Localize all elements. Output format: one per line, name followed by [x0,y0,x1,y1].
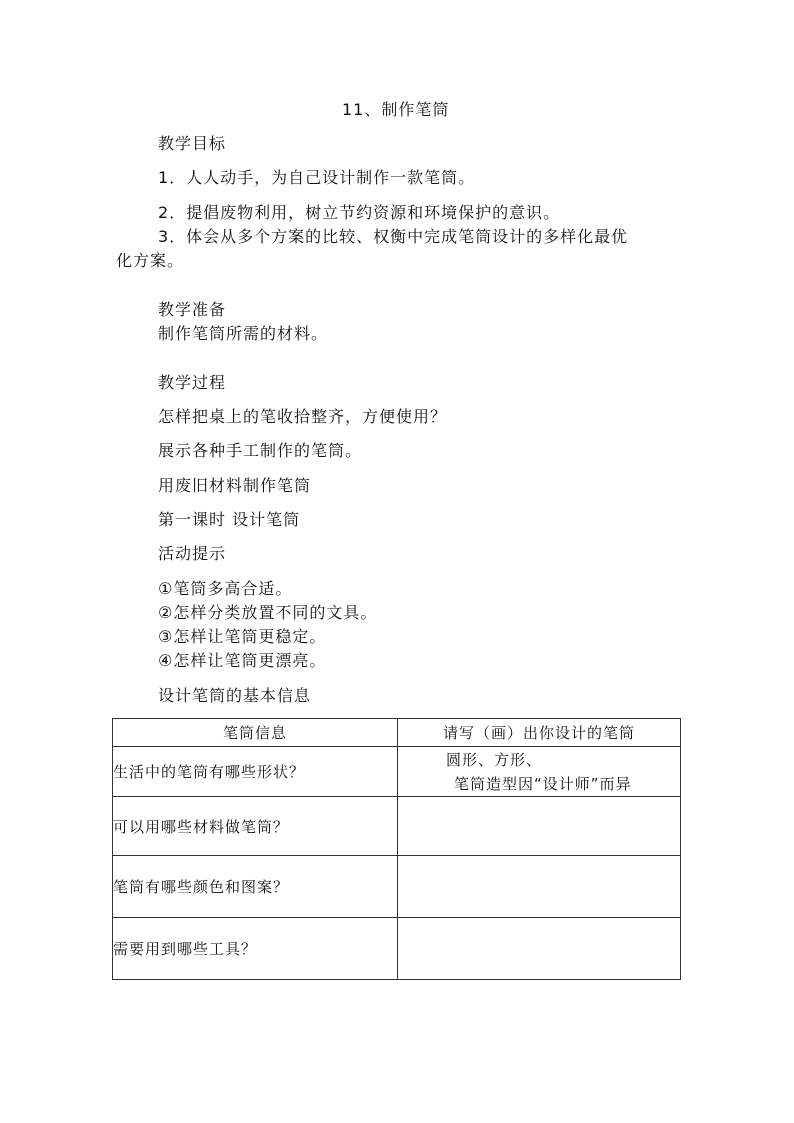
process-line-5: 活动提示 [158,544,227,563]
answer-line-2: 笔筒造型因“设计师”而异 [454,774,632,793]
process-heading: 教学过程 [158,373,227,392]
objective-item-2: 2．提倡废物利用，树立节约资源和环境保护的意识。 [158,203,561,222]
answer-cell[interactable] [398,797,681,856]
process-line-3: 用废旧材料制作笔筒 [158,476,312,495]
objective-item-1: 1．人人动手，为自己设计制作一款笔筒。 [158,168,476,187]
table-caption: 设计笔筒的基本信息 [158,686,312,705]
process-line-2: 展示各种手工制作的笔筒。 [158,441,363,460]
tip-item-1: ①笔筒多高合适。 [158,579,293,598]
question-cell: 可以用哪些材料做笔筒？ [113,797,398,856]
question-cell: 笔筒有哪些颜色和图案？ [113,856,398,918]
objective-item-3-continuation: 化方案。 [116,251,185,270]
tip-item-2: ②怎样分类放置不同的文具。 [158,603,378,622]
preparation-text: 制作笔筒所需的材料。 [158,324,329,343]
table-row [113,918,681,980]
process-line-1: 怎样把桌上的笔收拾整齐，方便使用？ [158,407,448,426]
header-cell-info: 笔筒信息 [113,719,398,747]
question-cell: 生活中的笔筒有哪些形状？ [113,747,398,797]
question-cell: 需要用到哪些工具？ [113,918,398,980]
page-title: 11、制作笔筒 [342,100,450,119]
header-cell-design: 请写（画）出你设计的笔筒 [398,719,681,747]
table-header-row [113,719,681,747]
objective-item-3: 3．体会从多个方案的比较、权衡中完成笔筒设计的多样化最优 [158,227,629,246]
answer-cell[interactable] [398,856,681,918]
answer-cell[interactable] [398,747,681,797]
design-info-table [112,718,681,980]
tip-item-4: ④怎样让笔筒更漂亮。 [158,651,327,670]
table-row [113,797,681,856]
answer-cell[interactable] [398,918,681,980]
tip-item-3: ③怎样让笔筒更稳定。 [158,627,327,646]
table-row [113,856,681,918]
process-line-4: 第一课时 设计笔筒 [158,510,301,529]
answer-line-1: 圆形、方形、 [446,750,543,769]
objectives-heading: 教学目标 [158,134,227,153]
preparation-heading: 教学准备 [158,300,227,319]
table-row [113,747,681,797]
